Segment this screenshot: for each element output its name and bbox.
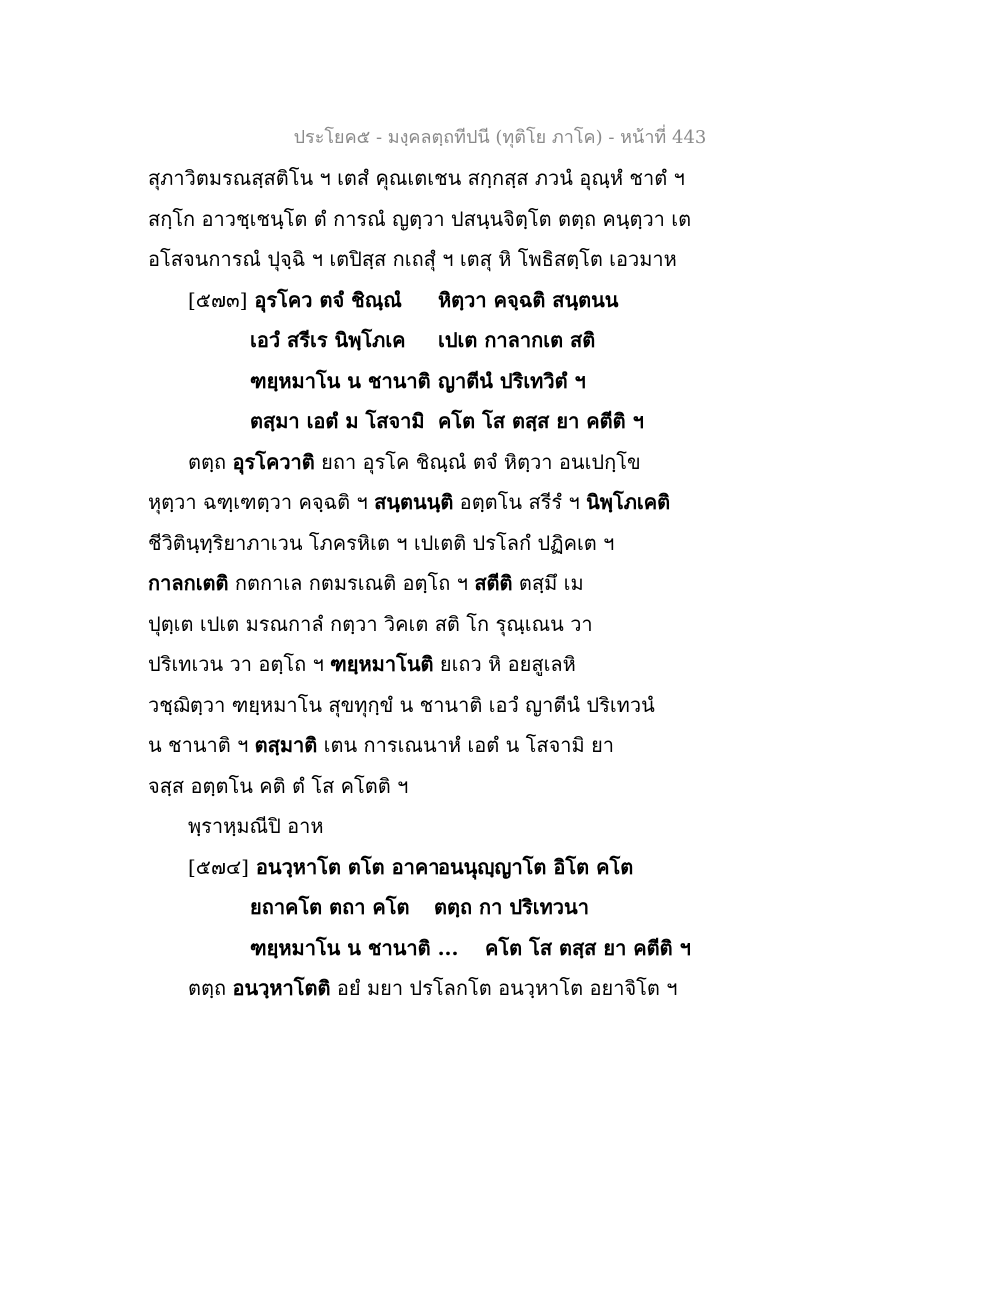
verse-text: คโต โส ตสฺส ยา คตีติ ฯ	[438, 409, 644, 433]
commentary-line: ปริเทเวน วา อตฺโถ ฯ ฑยฺหมาโนติ ยเถว หิ อยสูเลหิ	[148, 652, 576, 676]
keyword: สนฺตนนฺติ	[374, 490, 454, 514]
verse-text: คโต โส ตสฺส ยา คตีติ ฯ	[485, 935, 691, 960]
commentary-line: ปุตฺเต เปเต มรณกาลํ กตฺวา วิคเต สติ โก รุณฺเณน วา	[148, 611, 593, 636]
verse-text: ฑยฺหมาโน น ชานาติ ...	[250, 935, 459, 960]
keyword: กาลกเตติ	[148, 571, 229, 595]
page-body	[148, 158, 692, 1009]
verse-573-line-3	[148, 361, 688, 402]
verse-text: หิตฺวา คจฺฉติ สนฺตนน	[438, 287, 619, 312]
keyword: ตสฺมาติ	[254, 733, 318, 757]
verse-text: ญาตีนํ ปริเทวิตํ ฯ	[438, 368, 586, 393]
commentary-line: จสฺส อตฺตโน คติ ตํ โส คโตติ ฯ	[148, 773, 409, 798]
verse-574-line-2	[148, 887, 688, 928]
keyword: อุรโควาติ	[232, 449, 315, 474]
commentary-line: กาลกเตติ กตกาเล กตมรเณติ อตฺโถ ฯ สตีติ ตสฺมึ เม	[148, 571, 584, 595]
keyword: ฑยฺหมาโนติ	[330, 652, 434, 676]
verse-text: อุรโคว ตจํ ชิณฺณํ	[254, 287, 402, 312]
verse-573-line-4	[148, 401, 688, 442]
text-line: พฺราหฺมณีปิ อาห	[188, 814, 324, 838]
commentary-line: วชฺฌิตฺวา ฑยฺหมาโน สุขทุกฺขํ น ชานาติ เอวํ ญาตีนํ ปริเทวนํ	[148, 692, 655, 717]
keyword: สตีติ	[474, 571, 513, 595]
verse-text: เปเต กาลากเต สติ	[438, 328, 596, 352]
text-line: สุภาวิตมรณสฺสติโน ฯ เตสํ คุณเตเชน สกฺกสฺส ภวนํ อุณฺหํ ชาตํ ฯ	[148, 166, 685, 190]
commentary-line: หุตฺวา ฉฑฺเฑตฺวา คจฺฉติ ฯ สนฺตนนฺติ อตฺตโน สรีรํ ฯ นิพฺโภเคติ	[148, 490, 671, 514]
keyword: นิพฺโภเคติ	[586, 490, 671, 514]
verse-text: อนวฺหาโต ตโต อาคา	[255, 854, 440, 879]
verse-text: ยถาคโต ตถา คโต	[250, 895, 410, 919]
verse-number: [๕๗๔]	[188, 854, 249, 879]
keyword: อนวฺหาโตติ	[232, 976, 331, 1000]
text-line: สกฺโก อาวชฺเชนฺโต ตํ การณํ ญตฺวา ปสนฺนจิตฺโต ตตฺถ คนฺตฺวา เต	[148, 206, 692, 231]
page-header: ประโยค๕ - มงฺคลตฺถทีปนี (ทุติโย ภาโค) - หน้าที่ 443	[293, 127, 707, 148]
verse-574-line-1	[148, 847, 688, 888]
verse-573-line-1	[148, 280, 688, 321]
commentary-line: ตตฺถ อนวฺหาโตติ อยํ มยา ปรโลกโต อนวฺหาโต อยาจิโต ฯ	[188, 976, 678, 1000]
verse-number: [๕๗๓]	[188, 287, 248, 312]
verse-text: ฑยฺหมาโน น ชานาติ	[250, 368, 431, 393]
commentary-line: ตตฺถ อุรโควาติ ยถา อุรโค ชิณฺณํ ตจํ หิตฺวา อนเปกฺโข	[188, 449, 641, 474]
verse-573-line-2	[148, 320, 688, 361]
verse-text: อนนุญฺญาโต อิโต คโต	[438, 854, 634, 879]
commentary-line: ชีวิตินฺทฺริยาภาเวน โภครหิเต ฯ เปเตติ ปรโลกํ ปฏิคเต ฯ	[148, 530, 615, 555]
verse-574-line-3	[148, 928, 691, 969]
verse-text: เอวํ สรีเร นิพฺโภเค	[250, 328, 406, 352]
commentary-line: น ชานาติ ฯ ตสฺมาติ เตน การเณนาหํ เอตํ น โสจามิ ยา	[148, 733, 615, 757]
verse-text: ตสฺมา เอตํ ม โสจามิ	[250, 409, 425, 433]
verse-text: ตตฺถ กา ปริเทวนา	[434, 895, 589, 919]
text-line: อโสจนการณํ ปุจฺฉิ ฯ เตปิสฺส กเถสุํ ฯ เตสุ หิ โพธิสตฺโต เอวมาห	[148, 247, 677, 271]
